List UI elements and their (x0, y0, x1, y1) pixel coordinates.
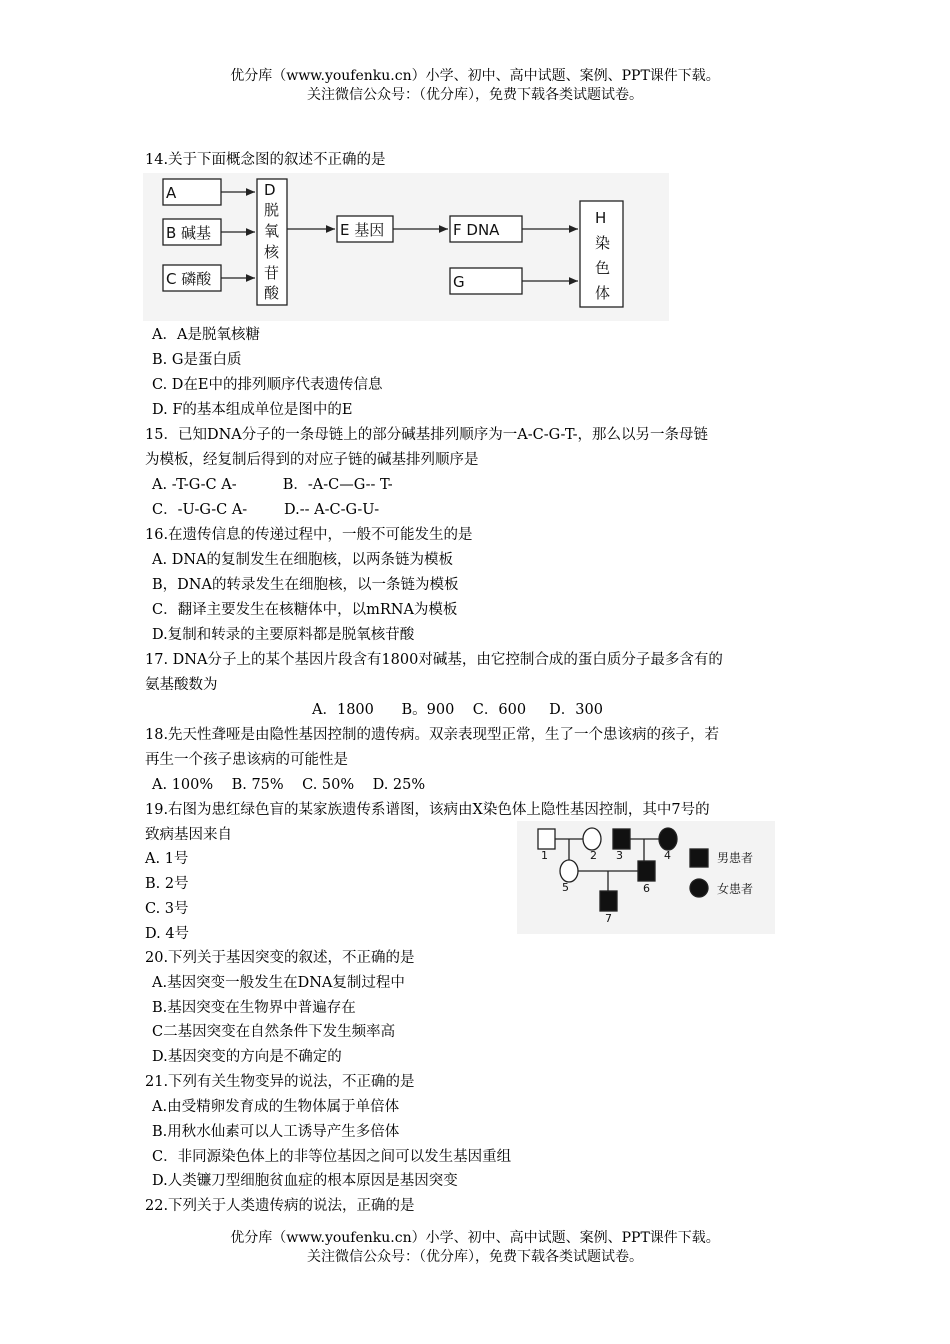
label-a: A (166, 184, 177, 202)
label-d-0: D (264, 181, 276, 199)
number-6: 6 (643, 882, 650, 895)
label-h-0: H (595, 209, 607, 227)
q19-option-a: A. 1号 (145, 851, 189, 867)
header-line-2: 关注微信公众号：（优分库），免费下载各类试题试卷。 (307, 87, 643, 103)
legend-female-symbol (690, 879, 708, 897)
q15-stem-2: 为模板，经复制后得到的对应子链的碱基排列顺序是 (145, 452, 479, 468)
label-b: B 碱基 (166, 224, 212, 242)
individual-6-affected-male (638, 861, 655, 881)
label-d-3: 核 (264, 243, 280, 261)
footer-line-1: 优分库（www.youfenku.cn）小学、初中、高中试题、案例、PPT课件下载。 (230, 1230, 720, 1246)
q15-stem-1: 15．已知DNA分子的一条母链上的部分碱基排列顺序为一A-C-G-T-，那么以另一条母链 (145, 427, 709, 443)
legend-male-label: 男患者 (717, 851, 754, 865)
q16-option-b: B，DNA的转录发生在细胞核，以一条链为模板 (152, 577, 459, 593)
q21-option-d: D.人类镰刀型细胞贫血症的根本原因是基因突变 (152, 1173, 458, 1189)
q16-option-a: A. DNA的复制发生在细胞核，以两条链为模板 (152, 552, 453, 568)
label-g: G (453, 273, 465, 291)
label-c: C 磷酸 (166, 270, 212, 288)
number-4: 4 (664, 849, 671, 862)
label-h-3: 体 (595, 284, 611, 302)
individual-7-affected-male (600, 891, 617, 911)
q22-stem: 22.下列关于人类遗传病的说法，正确的是 (145, 1198, 415, 1214)
number-1: 1 (541, 849, 548, 862)
number-5: 5 (562, 881, 569, 894)
number-3: 3 (616, 849, 623, 862)
q19-stem-1: 19.右图为患红绿色盲的某家族遗传系谱图，该病由X染色体上隐性基因控制，其中7号的 (145, 802, 710, 818)
label-h-1: 染 (595, 234, 611, 252)
q20-option-c: C二基因突变在自然条件下发生频率高 (152, 1024, 396, 1040)
q17-stem-1: 17. DNA分子上的某个基因片段含有1800对碱基，由它控制合成的蛋白质分子最多含有的 (145, 652, 723, 668)
q18-stem-2: 再生一个孩子患该病的可能性是 (145, 752, 348, 768)
q20-option-d: D.基因突变的方向是不确定的 (152, 1049, 342, 1065)
individual-2-normal-female (583, 828, 601, 850)
q18-stem-1: 18.先天性聋哑是由隐性基因控制的遗传病。双亲表现型正常，生了一个患该病的孩子，若 (145, 727, 720, 743)
q14-option-a: A．A是脱氧核糖 (152, 327, 260, 343)
q14-option-b: B. G是蛋白质 (152, 352, 242, 368)
q17-options: A．1800 B。900 C．600 D．300 (312, 702, 603, 718)
q14-option-c: C. D在E中的排列顺序代表遗传信息 (152, 377, 383, 393)
q21-stem: 21.下列有关生物变异的说法，不正确的是 (145, 1074, 415, 1090)
q20-stem: 20.下列关于基因突变的叙述，不正确的是 (145, 950, 415, 966)
q18-options: A. 100% B. 75% C. 50% D. 25% (152, 777, 426, 793)
label-d-5: 酸 (264, 284, 280, 302)
q14-stem: 14.关于下面概念图的叙述不正确的是 (145, 152, 386, 168)
number-2: 2 (590, 849, 597, 862)
q21-option-b: B.用秋水仙素可以人工诱导产生多倍体 (152, 1124, 400, 1140)
pedigree-svg (517, 821, 775, 934)
concept-diagram-svg (143, 173, 669, 321)
concept-diagram (143, 173, 669, 321)
q16-option-d: D.复制和转录的主要原料都是脱氧核苷酸 (152, 627, 415, 643)
footer-line-2: 关注微信公众号：（优分库），免费下载各类试题试卷。 (307, 1249, 643, 1265)
header-line-1: 优分库（www.youfenku.cn）小学、初中、高中试题、案例、PPT课件下载。 (230, 68, 720, 84)
individual-5-normal-female (560, 860, 578, 882)
q19-stem-2: 致病基因来自 (145, 827, 232, 843)
individual-3-affected-male (613, 829, 630, 849)
q16-stem: 16.在遗传信息的传递过程中，一般不可能发生的是 (145, 527, 473, 543)
q19-option-b: B. 2号 (145, 876, 189, 892)
label-d-2: 氧 (264, 222, 280, 240)
q20-option-b: B.基因突变在生物界中普遍存在 (152, 1000, 356, 1016)
q15-options-row-1: A. -T-G-C A- B．-A-C—G-- T- (152, 477, 393, 493)
q19-option-d: D. 4号 (145, 926, 190, 942)
label-f: F DNA (453, 221, 500, 239)
q21-option-a: A.由受精卵发育成的生物体属于单倍体 (152, 1099, 400, 1115)
individual-1-normal-male (538, 829, 555, 849)
q21-option-c: C．非同源染色体上的非等位基因之间可以发生基因重组 (152, 1149, 512, 1165)
q19-option-c: C. 3号 (145, 901, 189, 917)
q15-options-row-2: C．-U-G-C A- D.-- A-C-G-U- (152, 502, 380, 518)
label-d-1: 脱 (264, 201, 280, 219)
pedigree-chart (517, 821, 775, 934)
legend-male-symbol (690, 849, 708, 867)
individual-4-affected-female (659, 828, 677, 850)
q16-option-c: C．翻译主要发生在核糖体中，以mRNA为模板 (152, 602, 458, 618)
label-h-2: 色 (595, 259, 611, 277)
label-d-4: 苷 (264, 264, 280, 282)
legend-female-label: 女患者 (717, 882, 754, 896)
q20-option-a: A.基因突变一般发生在DNA复制过程中 (152, 975, 405, 991)
q14-option-d: D. F的基本组成单位是图中的E (152, 402, 353, 418)
q17-stem-2: 氨基酸数为 (145, 677, 218, 693)
label-e: E 基因 (340, 221, 385, 239)
number-7: 7 (605, 912, 612, 925)
